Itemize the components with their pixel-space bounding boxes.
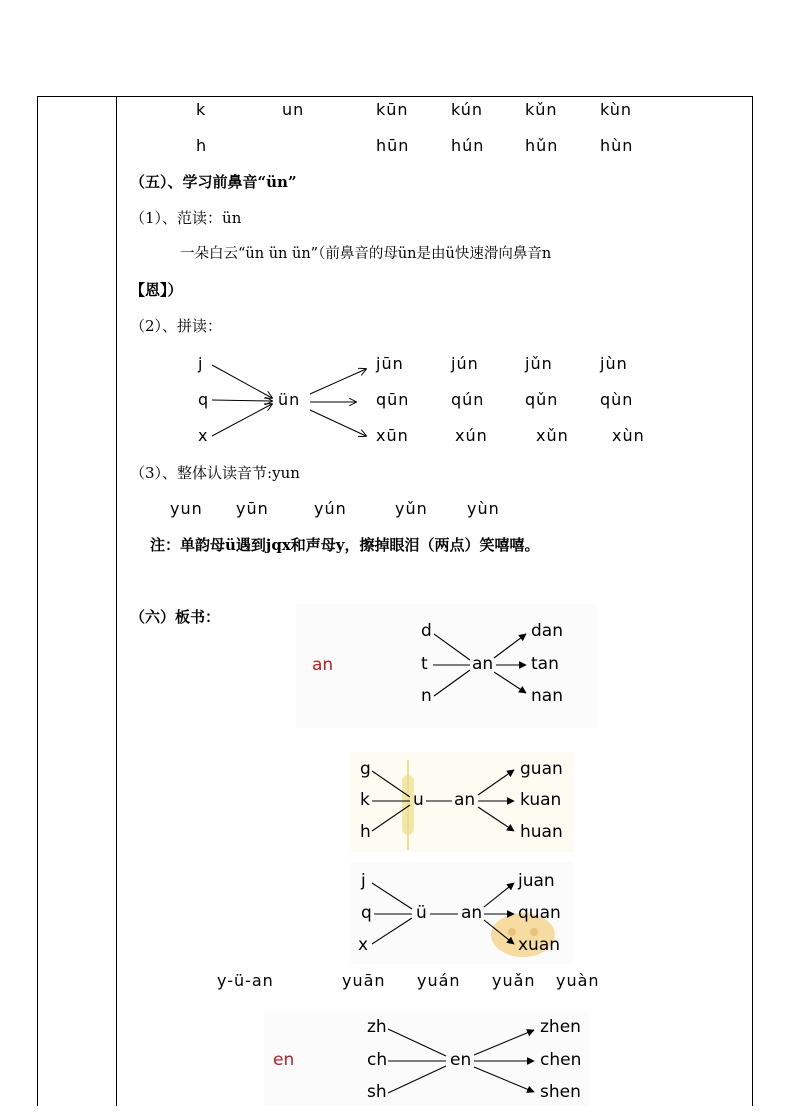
step1-label: （1）、范读：ün [130, 209, 242, 227]
result-juan: juan [518, 871, 555, 891]
yun-syllable: yùn [467, 499, 500, 518]
result-zhen: zhen [540, 1017, 581, 1037]
initial-k: k [196, 100, 207, 119]
cloud-line: 一朵白云“ün ün ün”（前鼻音的母ün是由ü快速滑向鼻音n [180, 246, 552, 262]
yun-syllable: yǔn [395, 499, 428, 518]
syllable: kǔn [525, 100, 558, 119]
center-un: ün [278, 390, 301, 409]
result-dan: dan [531, 621, 563, 641]
syllable: qūn [376, 390, 410, 409]
initial-x: x [198, 426, 209, 445]
result-huan: huan [520, 822, 563, 842]
initial-j: j [361, 871, 366, 891]
center-an: an [472, 654, 494, 674]
result-shen: shen [540, 1082, 581, 1102]
result-tan: tan [531, 654, 559, 674]
yun-syllable: yūn [236, 499, 269, 518]
result-kuan: kuan [520, 790, 562, 810]
medial-u: u [413, 790, 424, 810]
syllable: xūn [376, 426, 409, 445]
final-un: un [282, 100, 305, 119]
syllable: kún [451, 100, 484, 119]
syllable: jūn [376, 354, 404, 373]
syllable: hǔn [525, 136, 559, 155]
initial-g: g [360, 759, 371, 779]
result-quan: quan [518, 903, 561, 923]
en-label: en [273, 1050, 295, 1070]
yuan-syllable: yuān [342, 971, 386, 990]
initial-k: k [360, 790, 370, 810]
syllable: jùn [600, 354, 628, 373]
yuan-syllable: yuán [417, 971, 461, 990]
step3-label: （3）、整体认读音节:yun [130, 464, 300, 482]
initial-j: j [198, 354, 204, 373]
syllable: qùn [600, 390, 634, 409]
an-label: an [312, 655, 334, 675]
initial-zh: zh [367, 1017, 387, 1037]
syllable: hún [451, 136, 485, 155]
yun-syllable: yún [314, 499, 347, 518]
yuan-syllable: yuàn [556, 971, 600, 990]
medial-v: ü [416, 903, 427, 923]
result-nan: nan [531, 686, 563, 706]
syllable: kùn [600, 100, 633, 119]
initial-d: d [421, 621, 432, 641]
initial-h: h [196, 136, 208, 155]
syllable: xún [455, 426, 488, 445]
yun-syllable: yun [170, 499, 203, 518]
yuan-spell: y-ü-an [217, 971, 274, 990]
syllable: hùn [600, 136, 634, 155]
yuan-syllable: yuǎn [492, 971, 536, 990]
initial-sh: sh [367, 1082, 387, 1102]
final-an: an [461, 903, 483, 923]
note: 注：单韵母ü遇到jqx和声母y，擦掉眼泪（两点）笑嘻嘻。 [150, 536, 540, 554]
result-xuan: xuan [518, 935, 561, 955]
section5-title: （五）、学习前鼻音“ün” [130, 173, 297, 191]
initial-t: t [421, 654, 428, 674]
center-en: en [450, 1050, 472, 1070]
initial-h: h [360, 822, 371, 842]
initial-x: x [358, 935, 369, 955]
syllable: kūn [376, 100, 409, 119]
initial-n: n [421, 686, 432, 706]
result-guan: guan [520, 759, 563, 779]
syllable: hūn [376, 136, 410, 155]
en-label: 【恩】） [130, 281, 183, 299]
initial-q: q [361, 903, 372, 923]
syllable: xǔn [536, 426, 569, 445]
section6-title: （六）板书： [130, 608, 221, 626]
step2-label: （2）、拼读： [130, 317, 223, 335]
syllable: qún [451, 390, 485, 409]
final-an: an [454, 790, 476, 810]
syllable: jǔn [525, 354, 553, 373]
initial-ch: ch [367, 1050, 388, 1070]
syllable: jún [451, 354, 479, 373]
initial-q: q [198, 390, 210, 409]
result-chen: chen [540, 1050, 582, 1070]
syllable: xùn [612, 426, 645, 445]
syllable: qǔn [525, 390, 559, 409]
